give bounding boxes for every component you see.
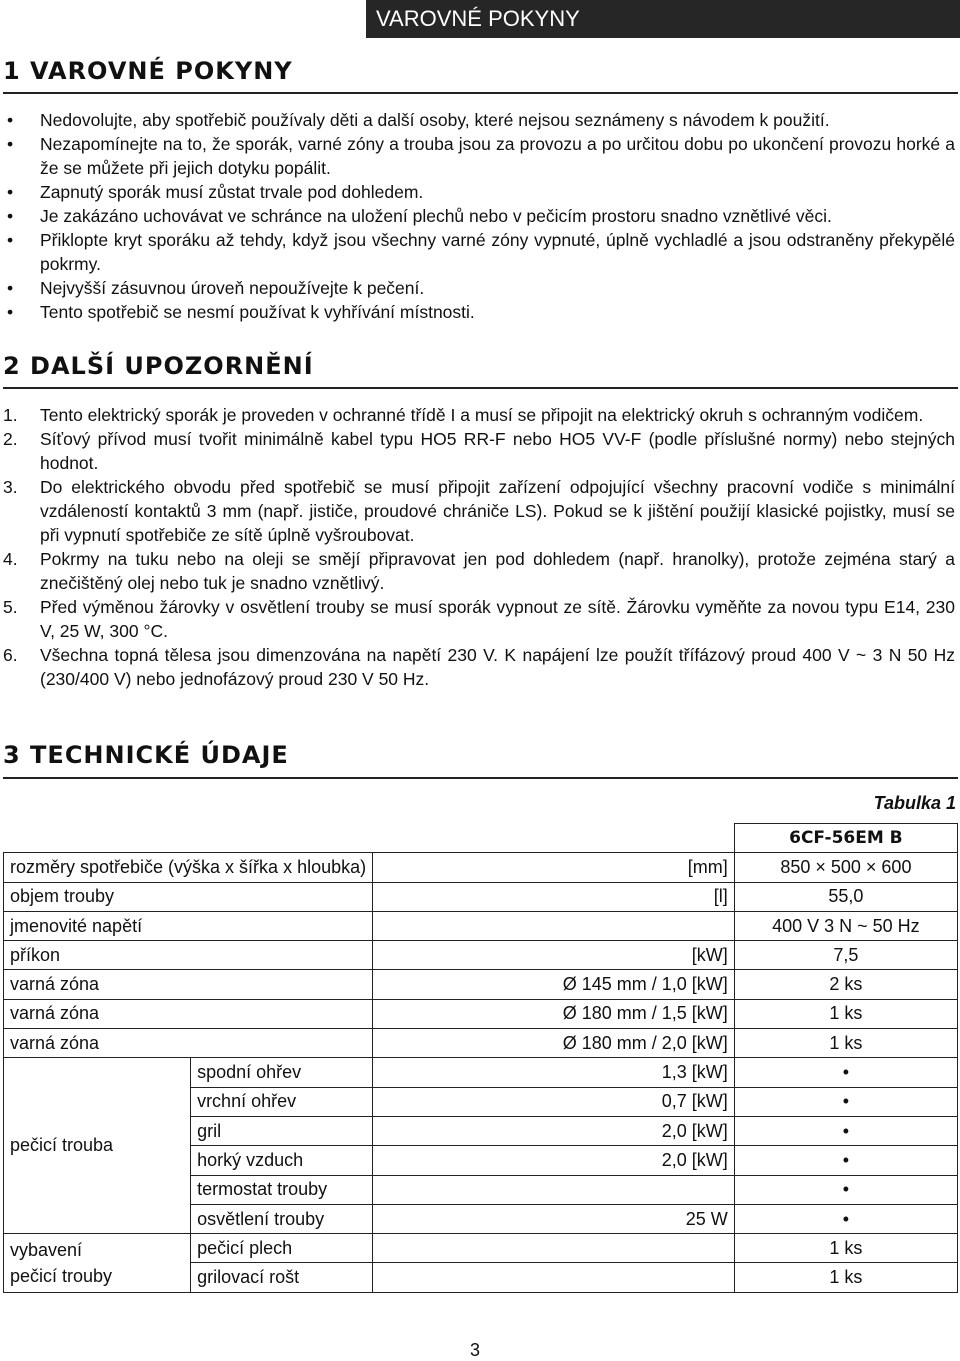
row-value: 1 ks — [734, 999, 957, 1028]
equipment-item-name: pečicí plech — [191, 1234, 373, 1263]
oven-item-value: • — [734, 1058, 957, 1087]
item-text: Tento elektrický sporák je proveden v ochranné třídě I a musí se připojit na elektrický okruh s ochranným vodičem. — [40, 405, 924, 425]
table-row — [4, 970, 958, 999]
item-text: Pokrmy na tuku nebo na oleji se smějí připravovat jen pod dohledem (např. hranolky), protože zejména starý a znečištěný olej nebo tuk je snadno vznětlivý. — [40, 549, 955, 593]
list-item — [3, 475, 955, 547]
section-2-rule — [3, 387, 958, 389]
table-cell — [373, 1234, 735, 1263]
table-row — [4, 1058, 958, 1087]
list-item: • Zapnutý sporák musí zůstat trvale pod dohledem. — [3, 180, 955, 204]
row-value: 7,5 — [734, 941, 957, 970]
oven-item-name: gril — [191, 1116, 373, 1145]
row-value: 55,0 — [734, 882, 957, 911]
equipment-label-line: vybavení — [10, 1239, 83, 1260]
equipment-item-name: grilovací rošt — [191, 1263, 373, 1292]
table-row — [4, 941, 958, 970]
oven-item-name: horký vzduch — [191, 1146, 373, 1175]
row-unit — [373, 911, 735, 940]
oven-item-value: • — [734, 1146, 957, 1175]
table-row — [4, 853, 958, 882]
table-row — [4, 999, 958, 1028]
row-unit: [mm] — [373, 853, 735, 882]
oven-item-name: spodní ohřev — [191, 1058, 373, 1087]
page-number: 3 — [470, 1340, 481, 1360]
oven-item-unit: 2,0 [kW] — [373, 1116, 735, 1145]
item-text: Do elektrického obvodu před spotřebič se musí připojit zařízení odpojující všechny pracovní vodiče s minimální vzdáleností kontaktů 3 mm (např. jističe, proudové chrániče LS). Pokud se k jištění použijí klasické pojistky, musí se při vypnutí spotřebiče ze sítě úplně vyšroubovat. — [40, 477, 955, 545]
list-item: • Je zakázáno uchovávat ve schránce na uložení plechů nebo v pečicím prostoru snadno vznětlivé věci. — [3, 204, 955, 228]
row-unit: Ø 180 mm / 2,0 [kW] — [373, 1029, 735, 1058]
section-2-title: 2 DALŠÍ UPOZORNĚNÍ — [3, 352, 314, 380]
item-number: 4. — [3, 549, 18, 569]
list-item — [3, 643, 955, 691]
table-row — [4, 1234, 958, 1263]
warning-list — [3, 108, 955, 324]
section-3-title: 3 TECHNICKÉ ÚDAJE — [3, 741, 289, 769]
table-caption: Tabulka 1 — [873, 793, 956, 813]
section-3-rule — [3, 777, 958, 779]
notice-list — [3, 403, 955, 691]
oven-item-name: termostat trouby — [191, 1175, 373, 1204]
row-label: varná zóna — [4, 970, 373, 999]
row-value: 850 × 500 × 600 — [734, 853, 957, 882]
oven-item-unit: 25 W — [373, 1204, 735, 1233]
equipment-label-line: pečicí trouby — [10, 1265, 113, 1286]
list-item: • Přiklopte kryt sporáku až tehdy, když jsou všechny varné zóny vypnuté, úplně vychladlé a jsou odstraněny překypělé pokrmy. — [3, 228, 955, 276]
oven-item-value: • — [734, 1204, 957, 1233]
row-label: rozměry spotřebiče (výška x šířka x hloubka) — [4, 853, 373, 882]
oven-group-label: pečicí trouba — [4, 1058, 191, 1234]
equipment-item-value: 1 ks — [734, 1263, 957, 1292]
item-number: 5. — [3, 597, 18, 617]
row-value: 1 ks — [734, 1029, 957, 1058]
oven-item-value: • — [734, 1116, 957, 1145]
oven-item-value: • — [734, 1087, 957, 1116]
table-row — [4, 911, 958, 940]
row-value: 400 V 3 N ~ 50 Hz — [734, 911, 957, 940]
technical-data-table — [3, 823, 958, 1293]
oven-item-name: vrchní ohřev — [191, 1087, 373, 1116]
item-text: Síťový přívod musí tvořit minimálně kabel typu HO5 RR-F nebo HO5 VV-F (podle příslušné normy) nebo stejných hodnot. — [40, 429, 955, 473]
oven-item-value: • — [734, 1175, 957, 1204]
row-label: jmenovité napětí — [4, 911, 373, 940]
header-section-tab: VAROVNÉ POKYNY — [366, 0, 960, 38]
table-cell — [4, 824, 735, 853]
row-label: varná zóna — [4, 1029, 373, 1058]
list-item — [3, 595, 955, 643]
item-number: 3. — [3, 477, 18, 497]
equipment-item-value: 1 ks — [734, 1234, 957, 1263]
row-unit: Ø 180 mm / 1,5 [kW] — [373, 999, 735, 1028]
row-unit: [kW] — [373, 941, 735, 970]
table-cell — [373, 1263, 735, 1292]
list-item — [3, 547, 955, 595]
item-number: 6. — [3, 645, 18, 665]
oven-item-name: osvětlení trouby — [191, 1204, 373, 1233]
oven-item-unit: 2,0 [kW] — [373, 1146, 735, 1175]
section-1-rule — [3, 92, 958, 94]
list-item: • Nezapomínejte na to, že sporák, varné zóny a trouba jsou za provozu a po určitou dobu po ukončení provozu horké a že se můžete při jejich dotyku popálit. — [3, 132, 955, 180]
item-text: Před výměnou žárovky v osvětlení trouby se musí sporák vypnout ze sítě. Žárovku vyměňte za novou typu E14, 230 V, 25 W, 300 °C. — [40, 597, 955, 641]
section-1-title: 1 VAROVNÉ POKYNY — [3, 57, 293, 85]
oven-item-unit: 1,3 [kW] — [373, 1058, 735, 1087]
equipment-group-label — [4, 1234, 191, 1293]
row-label: objem trouby — [4, 882, 373, 911]
row-value: 2 ks — [734, 970, 957, 999]
list-item: • Nedovolujte, aby spotřebič používaly děti a další osoby, které nejsou seznámeny s návodem k použití. — [3, 108, 955, 132]
row-label: příkon — [4, 941, 373, 970]
item-number: 1. — [3, 405, 18, 425]
row-unit: [l] — [373, 882, 735, 911]
row-unit: Ø 145 mm / 1,0 [kW] — [373, 970, 735, 999]
list-item: • Nejvyšší zásuvnou úroveň nepoužívejte k pečení. — [3, 276, 955, 300]
table-row — [4, 1029, 958, 1058]
list-item: • Tento spotřebič se nesmí používat k vyhřívání místnosti. — [3, 300, 955, 324]
list-item — [3, 427, 955, 475]
item-number: 2. — [3, 429, 18, 449]
oven-item-unit: 0,7 [kW] — [373, 1087, 735, 1116]
model-name: 6CF-56EM B — [734, 824, 957, 853]
list-item — [3, 403, 955, 427]
table-row — [4, 824, 958, 853]
row-label: varná zóna — [4, 999, 373, 1028]
item-text: Všechna topná tělesa jsou dimenzována na napětí 230 V. K napájení lze použít třífázový proud 400 V ~ 3 N 50 Hz (230/400 V) nebo jednofázový proud 230 V 50 Hz. — [40, 645, 955, 689]
table-row — [4, 882, 958, 911]
oven-item-unit — [373, 1175, 735, 1204]
